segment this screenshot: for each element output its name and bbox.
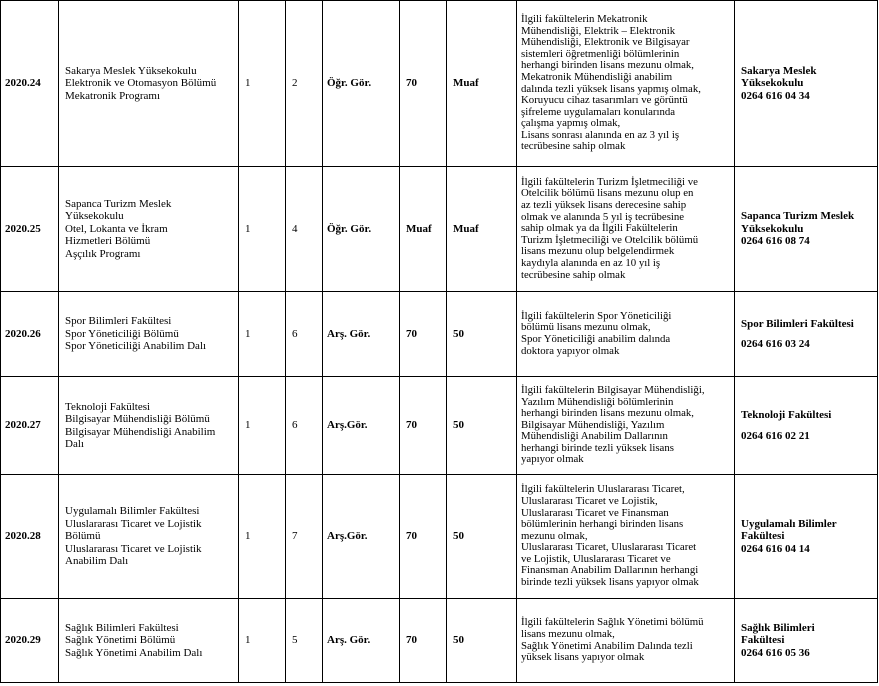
requirement-line: herhangi birinden lisans mezunu olmak, bbox=[521, 407, 695, 420]
requirement-line: İlgili fakültelerin Turizm İşletmeciliği ve bbox=[521, 175, 698, 188]
contact-line: Sapanca Turizm Meslek bbox=[741, 210, 855, 223]
unit-line: Hizmetleri Bölümü bbox=[65, 235, 151, 248]
requirement-line: ve Lojistik, Uluslararası Ticaret ve bbox=[521, 552, 671, 565]
unit-line: Dalı bbox=[65, 437, 84, 450]
contact-line: Yüksekokulu bbox=[741, 77, 804, 90]
contact-gap bbox=[741, 330, 873, 338]
requirement-line: Finansman Anabilim Dallarının herhangi bbox=[521, 564, 699, 577]
requirement-line: Spor Yöneticiliği anabilim dalında bbox=[521, 333, 671, 345]
title-cell: Öğr. Gör. bbox=[323, 1, 400, 167]
unit-line: Sakarya Meslek Yüksekokulu bbox=[65, 64, 197, 77]
requirement-line: İlgili fakültelerin Sağlık Yönetimi bölümü bbox=[521, 616, 704, 629]
unit-line: Bilgisayar Mühendisliği Bölümü bbox=[65, 413, 210, 426]
degree-cell: 7 bbox=[286, 475, 323, 599]
language-score-cell: 50 bbox=[447, 475, 517, 599]
phone-number: 0264 616 02 21 bbox=[741, 429, 810, 442]
unit-line: Bilgisayar Mühendisliği Anabilim bbox=[65, 425, 216, 438]
contact-gap bbox=[741, 422, 873, 430]
score-cell: 70 bbox=[400, 475, 447, 599]
contact-cell bbox=[735, 167, 878, 292]
table-row bbox=[1, 167, 878, 292]
requirement-line: dalında tezli yüksek lisans yapmış olmak, bbox=[521, 82, 701, 95]
title-cell: Arş.Gör. bbox=[323, 377, 400, 475]
requirement-line: sistemleri öğretmenliği bölümlerinin bbox=[521, 47, 680, 60]
requirement-line: şifreleme uygulamaları konularında bbox=[521, 105, 676, 118]
unit-line: Sapanca Turizm Meslek bbox=[65, 197, 172, 210]
unit-cell bbox=[59, 599, 239, 683]
requirement-line: Mühendisliği, Elektronik ve Bilgisayar bbox=[521, 36, 690, 49]
unit-line: Spor Bilimleri Fakültesi bbox=[65, 315, 172, 328]
count-cell: 1 bbox=[239, 292, 286, 377]
contact-cell bbox=[735, 1, 878, 167]
table-row bbox=[1, 599, 878, 683]
announcement-code: 2020.26 bbox=[1, 292, 59, 377]
unit-line: Otel, Lokanta ve İkram bbox=[65, 222, 168, 235]
unit-cell bbox=[59, 475, 239, 599]
requirement-line: bölümü lisans mezunu olmak, bbox=[521, 321, 651, 334]
requirements-cell bbox=[517, 475, 735, 599]
contact-line: Fakültesi bbox=[741, 530, 785, 543]
announcement-code: 2020.25 bbox=[1, 167, 59, 292]
degree-cell: 6 bbox=[286, 292, 323, 377]
phone-number: 0264 616 05 36 bbox=[741, 646, 810, 659]
requirements-cell bbox=[517, 167, 735, 292]
score-cell: 70 bbox=[400, 599, 447, 683]
requirement-line: herhangi birinden lisans mezunu olmak, bbox=[521, 59, 695, 72]
requirement-line: Bilgisayar Mühendisliği, Yazılım bbox=[521, 418, 665, 431]
phone-number: 0264 616 03 24 bbox=[741, 338, 810, 350]
unit-line: Bölümü bbox=[65, 530, 101, 543]
language-score-cell: Muaf bbox=[447, 167, 517, 292]
unit-line: Uluslararası Ticaret ve Lojistik bbox=[65, 542, 202, 555]
unit-line: Yüksekokulu bbox=[65, 210, 124, 223]
contact-line: Sağlık Bilimleri bbox=[741, 621, 815, 634]
requirement-line: Mekatronik Mühendisliği anabilim bbox=[521, 70, 673, 83]
score-cell: 70 bbox=[400, 292, 447, 377]
language-score-cell: Muaf bbox=[447, 1, 517, 167]
contact-line: Sakarya Meslek bbox=[741, 64, 817, 77]
unit-line: Sağlık Yönetimi Anabilim Dalı bbox=[65, 646, 203, 659]
requirement-line: bölümlerinin herhangi birinden lisans bbox=[521, 518, 684, 531]
requirement-line: Mühendisliği, Elektrik – Elektronik bbox=[521, 24, 676, 37]
unit-cell bbox=[59, 377, 239, 475]
phone-number: 0264 616 04 34 bbox=[741, 89, 810, 102]
requirement-line: herhangi birinde tezli yüksek lisans bbox=[521, 441, 674, 454]
requirement-line: İlgili fakültelerin Bilgisayar Mühendisliği, bbox=[521, 383, 705, 396]
title-cell: Arş. Gör. bbox=[323, 599, 400, 683]
phone-number: 0264 616 04 14 bbox=[741, 542, 810, 555]
count-cell: 1 bbox=[239, 377, 286, 475]
requirement-line: Lisans sonrası alanında en az 3 yıl iş bbox=[521, 128, 680, 141]
requirement-line: İlgili fakültelerin Uluslararası Ticaret, bbox=[521, 483, 685, 496]
requirements-cell bbox=[517, 1, 735, 167]
requirement-line: Turizm İşletmeciliği ve Otelcilik bölümü bbox=[521, 233, 699, 246]
requirement-line: doktora yapıyor olmak bbox=[521, 344, 620, 357]
requirement-line: çalışma yapmış olmak, bbox=[521, 117, 621, 130]
language-score-cell: 50 bbox=[447, 292, 517, 377]
requirement-line: kaydıyla alanında en az 10 yıl iş bbox=[521, 256, 661, 269]
title-cell: Arş.Gör. bbox=[323, 475, 400, 599]
requirement-line: Uluslararası Ticaret ve Finansman bbox=[521, 506, 669, 519]
requirement-line: olmak ve alanında 5 yıl iş tecrübesine bbox=[521, 210, 685, 223]
score-cell: Muaf bbox=[400, 167, 447, 292]
unit-line: Anabilim Dalı bbox=[65, 555, 129, 568]
requirements-cell bbox=[517, 599, 735, 683]
announcement-code: 2020.29 bbox=[1, 599, 59, 683]
unit-line: Spor Yöneticiliği Anabilim Dalı bbox=[65, 340, 207, 353]
unit-line: Elektronik ve Otomasyon Bölümü bbox=[65, 77, 217, 90]
requirement-line: tecrübesine sahip olmak bbox=[521, 140, 626, 153]
contact-line: Yüksekokulu bbox=[741, 222, 804, 235]
unit-cell bbox=[59, 1, 239, 167]
language-score-cell: 50 bbox=[447, 377, 517, 475]
degree-cell: 2 bbox=[286, 1, 323, 167]
requirement-line: Uluslararası Ticaret, Uluslararası Ticaret bbox=[521, 541, 697, 554]
unit-cell bbox=[59, 167, 239, 292]
unit-line: Uygulamalı Bilimler Fakültesi bbox=[65, 505, 200, 518]
contact-cell bbox=[735, 377, 878, 475]
announcement-code: 2020.28 bbox=[1, 475, 59, 599]
requirement-line: lisans mezunu olup belgelendirmek bbox=[521, 245, 675, 258]
contact-line: Fakültesi bbox=[741, 634, 785, 647]
requirement-line: yapıyor olmak bbox=[521, 453, 584, 466]
table-row bbox=[1, 1, 878, 167]
contact-cell bbox=[735, 599, 878, 683]
requirement-line: İlgili fakültelerin Spor Yöneticiliği bbox=[521, 309, 672, 322]
count-cell: 1 bbox=[239, 599, 286, 683]
requirement-line: sahip olmak ya da İlgili Fakültelerin bbox=[521, 222, 678, 235]
requirements-cell bbox=[517, 292, 735, 377]
requirement-line: lisans mezunu olmak, bbox=[521, 627, 615, 640]
unit-line: Uluslararası Ticaret ve Lojistik bbox=[65, 517, 202, 530]
requirement-line: Mühendisliği Anabilim Dallarının bbox=[521, 430, 668, 443]
requirement-line: yüksek lisans yapıyor olmak bbox=[521, 651, 645, 664]
score-cell: 70 bbox=[400, 377, 447, 475]
contact-line: Teknoloji Fakültesi bbox=[741, 409, 832, 422]
contact-line: Uygulamalı Bilimler bbox=[741, 517, 837, 530]
degree-cell: 4 bbox=[286, 167, 323, 292]
requirement-line: az tezli yüksek lisans derecesine sahip bbox=[521, 199, 687, 212]
unit-line: Sağlık Yönetimi Bölümü bbox=[65, 634, 176, 647]
title-cell: Öğr. Gör. bbox=[323, 167, 400, 292]
requirement-line: Yazılım Mühendisliği bölümlerinin bbox=[521, 395, 674, 408]
requirement-line: Otelcilik bölümü lisans mezunu olup en bbox=[521, 187, 694, 200]
requirement-line: tecrübesine sahip olmak bbox=[521, 268, 626, 281]
score-cell: 70 bbox=[400, 1, 447, 167]
language-score-cell: 50 bbox=[447, 599, 517, 683]
table-row bbox=[1, 475, 878, 599]
degree-cell: 5 bbox=[286, 599, 323, 683]
announcement-code: 2020.24 bbox=[1, 1, 59, 167]
unit-line: Teknoloji Fakültesi bbox=[65, 400, 151, 413]
count-cell: 1 bbox=[239, 1, 286, 167]
table-row bbox=[1, 292, 878, 377]
contact-line: Spor Bilimleri Fakültesi bbox=[741, 317, 854, 330]
requirement-line: Sağlık Yönetimi Anabilim Dalında tezli bbox=[521, 639, 693, 652]
requirement-line: Koruyucu cihaz tasarımları ve görüntü bbox=[521, 94, 688, 107]
requirements-cell bbox=[517, 377, 735, 475]
degree-cell: 6 bbox=[286, 377, 323, 475]
phone-number: 0264 616 08 74 bbox=[741, 235, 810, 248]
announcement-code: 2020.27 bbox=[1, 377, 59, 475]
requirement-line: Uluslararası Ticaret ve Lojistik, bbox=[521, 494, 658, 507]
unit-line: Sağlık Bilimleri Fakültesi bbox=[65, 621, 179, 634]
unit-cell bbox=[59, 292, 239, 377]
requirement-line: mezunu olmak, bbox=[521, 529, 588, 542]
requirement-line: birinde tezli yüksek lisans yapıyor olmak bbox=[521, 576, 699, 589]
count-cell: 1 bbox=[239, 167, 286, 292]
contact-cell bbox=[735, 292, 878, 377]
table-row bbox=[1, 377, 878, 475]
unit-line: Spor Yöneticiliği Bölümü bbox=[65, 327, 179, 340]
requirement-line: İlgili fakültelerin Mekatronik bbox=[521, 12, 648, 25]
unit-line: Mekatronik Programı bbox=[65, 89, 161, 102]
count-cell: 1 bbox=[239, 475, 286, 599]
title-cell: Arş. Gör. bbox=[323, 292, 400, 377]
unit-line: Aşçılık Programı bbox=[65, 247, 141, 260]
contact-cell bbox=[735, 475, 878, 599]
